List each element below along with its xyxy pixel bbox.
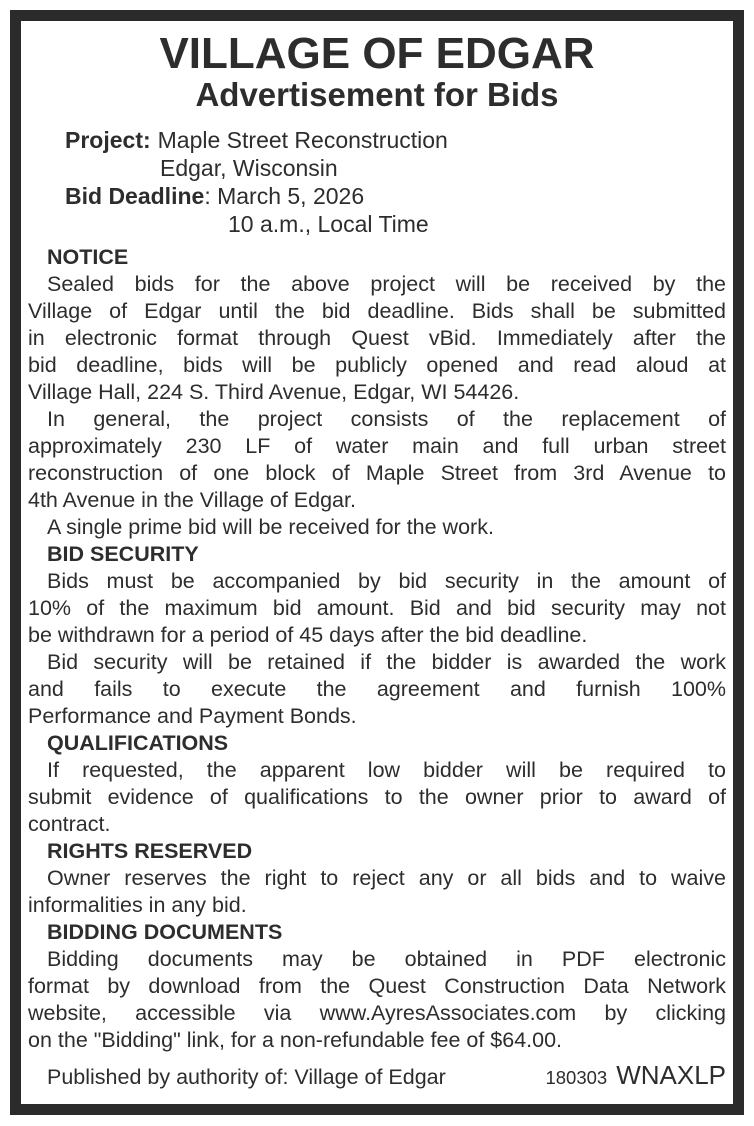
- deadline-row: [65, 182, 726, 210]
- paragraph-line: Bids must be accompanied by bid security in the amount of: [47, 569, 726, 593]
- paragraph-line: be withdrawn for a period of 45 days after the bid deadline.: [28, 623, 588, 647]
- paragraph: [28, 406, 726, 514]
- paragraph-line: Village of Edgar until the bid deadline. Bids shall be submitted: [28, 299, 726, 323]
- paragraph-line: format by download from the Quest Construction Data Network: [28, 974, 726, 998]
- section-heading: BID SECURITY: [47, 542, 199, 566]
- deadline-value: : March 5, 2026: [204, 183, 365, 209]
- project-location: Edgar, Wisconsin: [160, 155, 338, 181]
- paragraph-line: 4th Avenue in the Village of Edgar.: [28, 488, 356, 512]
- paragraph-line: on the "Bidding" link, for a non-refundable fee of $64.00.: [28, 1028, 563, 1052]
- section-heading: QUALIFICATIONS: [47, 731, 229, 755]
- paragraph-line: Performance and Payment Bonds.: [28, 704, 357, 728]
- paragraph-line: If requested, the apparent low bidder will be required to: [47, 758, 726, 782]
- project-info-block: [65, 126, 726, 238]
- paragraph-line: Bid security will be retained if the bidder is awarded the work: [47, 650, 726, 674]
- paragraph-line: in electronic format through Quest vBid. Immediately after the: [28, 326, 726, 350]
- ad-subtitle: Advertisement for Bids: [195, 76, 559, 113]
- paragraph: [28, 271, 726, 406]
- paragraph: [28, 568, 726, 649]
- ad-number: 180303: [545, 1067, 608, 1088]
- ad-title: VILLAGE OF EDGAR: [159, 29, 595, 78]
- paragraph-line: Owner reserves the right to reject any or all bids and to waive: [47, 866, 726, 890]
- section-heading: BIDDING DOCUMENTS: [47, 920, 283, 944]
- paragraph: [28, 649, 726, 730]
- paragraph-line: website, accessible via www.AyresAssociates.com by clicking: [28, 1001, 726, 1025]
- paragraph-line: Village Hall, 224 S. Third Avenue, Edgar, WI 54426.: [28, 380, 520, 404]
- paragraph-line: approximately 230 LF of water main and full urban street: [28, 434, 726, 458]
- paragraph-line: bid deadline, bids will be publicly opened and read aloud at: [28, 353, 726, 377]
- advertisement-frame: [10, 10, 744, 1115]
- paragraph: [28, 865, 726, 919]
- paragraph-line: reconstruction of one block of Maple Street from 3rd Avenue to: [28, 461, 726, 485]
- paragraph-line: and fails to execute the agreement and furnish 100%: [28, 677, 726, 701]
- paragraph-line: informalities in any bid.: [28, 893, 247, 917]
- section-heading: NOTICE: [47, 245, 129, 269]
- paragraph-line: contract.: [28, 812, 111, 836]
- sections: [28, 244, 726, 1054]
- paragraph-line: Sealed bids for the above project will be received by the: [47, 272, 726, 296]
- deadline-time: 10 a.m., Local Time: [228, 211, 429, 237]
- publication-code: WNAXLP: [616, 1060, 726, 1090]
- paragraph-line: A single prime bid will be received for the work.: [47, 515, 494, 539]
- deadline-label: Bid Deadline: [65, 183, 205, 209]
- project-label: Project:: [65, 127, 151, 153]
- footer-row: [28, 1060, 726, 1093]
- project-row: [65, 126, 726, 154]
- published-by-line: Published by authority of: Village of Edgar: [47, 1065, 446, 1089]
- project-value: Maple Street Reconstruction: [157, 127, 448, 153]
- paragraph-line: 10% of the maximum bid amount. Bid and bid security may not: [28, 596, 726, 620]
- paragraph-line: submit evidence of qualifications to the owner prior to award of: [28, 785, 726, 809]
- paragraph-line: Bidding documents may be obtained in PDF electronic: [47, 947, 726, 971]
- paragraph: [28, 514, 726, 541]
- paragraph: [28, 757, 726, 838]
- footer-codes: [545, 1060, 726, 1093]
- paragraph-line: In general, the project consists of the replacement of: [47, 407, 726, 431]
- paragraph: [28, 946, 726, 1054]
- advertisement-content: [21, 21, 733, 1093]
- section-heading: RIGHTS RESERVED: [47, 839, 253, 863]
